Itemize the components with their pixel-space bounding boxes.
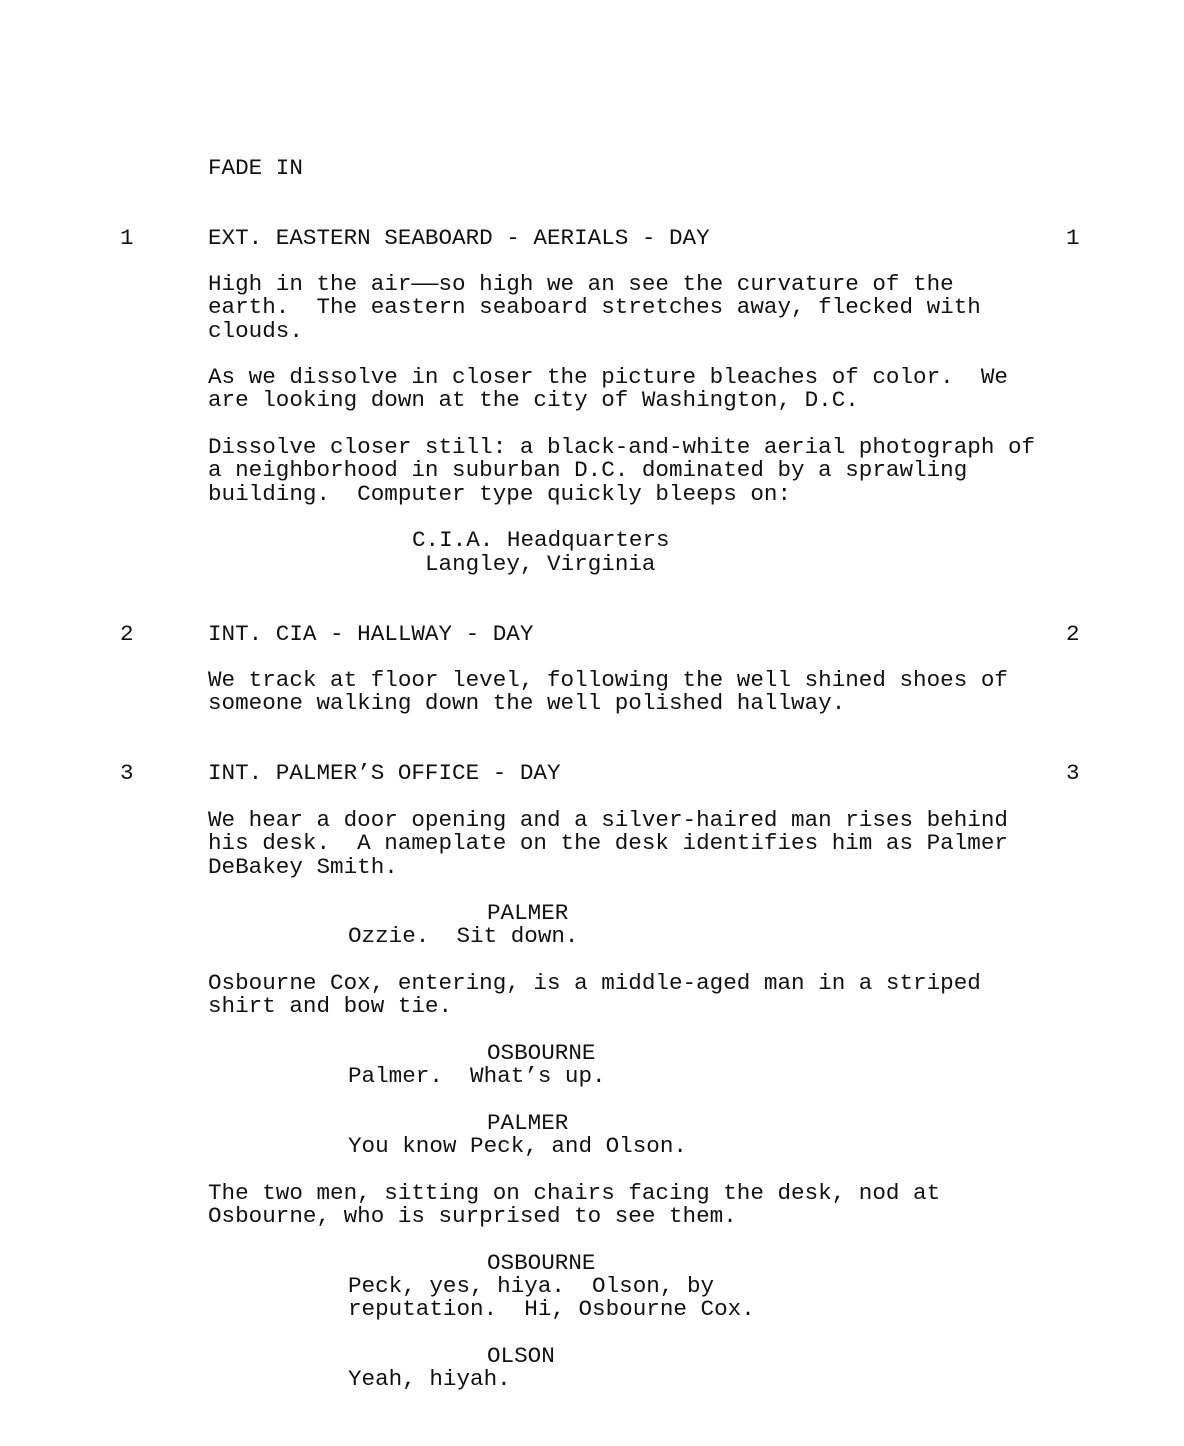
action-line: building. Computer type quickly bleeps on:: [208, 480, 792, 507]
dialogue-block: [348, 1065, 606, 1088]
scene-number-right: 1: [1066, 225, 1080, 251]
dialogue-line: Yeah, hiyah.: [348, 1366, 511, 1392]
action-line: clouds.: [208, 317, 303, 344]
dialogue-block: [348, 925, 579, 948]
action-line: a neighborhood in suburban D.C. dominated by a sprawling: [208, 457, 968, 484]
dialogue-block: [348, 1275, 755, 1322]
action-paragraph: [208, 366, 1008, 413]
dialogue-line: You know Peck, and Olson.: [348, 1133, 687, 1159]
action-line: earth. The eastern seaboard stretches away, flecked with: [208, 294, 981, 321]
action-paragraph: [208, 809, 1008, 879]
scene-number-left: 2: [120, 621, 134, 647]
action-line: DeBakey Smith.: [208, 853, 398, 880]
scene-number-right: 3: [1066, 760, 1080, 786]
scene-heading: EXT. EASTERN SEABOARD - AERIALS - DAY: [208, 225, 710, 251]
dialogue-line: Ozzie. Sit down.: [348, 923, 579, 949]
action-paragraph: [208, 972, 981, 1019]
action-line: someone walking down the well polished hallway.: [208, 690, 846, 717]
scene-number-right: 2: [1066, 621, 1080, 647]
scene-number-left: 1: [120, 225, 134, 251]
action-paragraph: [208, 1182, 940, 1229]
action-line: Osbourne Cox, entering, is a middle-aged man in a striped: [208, 970, 981, 996]
character-name: PALMER: [487, 900, 569, 926]
action-line: The two men, sitting on chairs facing the desk, nod at: [208, 1180, 941, 1206]
action-line: Osbourne, who is surprised to see them.: [208, 1203, 737, 1230]
action-line: We track at floor level, following the well shined shoes of: [208, 667, 1008, 693]
action-line: shirt and bow tie.: [208, 993, 453, 1020]
character-name: PALMER: [487, 1110, 569, 1136]
scene-heading: INT. CIA - HALLWAY - DAY: [208, 621, 534, 647]
dialogue-line: Palmer. What’s up.: [348, 1063, 606, 1089]
dialogue-line: Peck, yes, hiya. Olson, by: [348, 1273, 715, 1299]
action-line: We hear a door opening and a silver-haired man rises behind: [208, 807, 1008, 833]
dialogue-line: reputation. Hi, Osbourne Cox.: [348, 1296, 755, 1323]
scene-heading: INT. PALMER’S OFFICE - DAY: [208, 760, 561, 786]
character-name: OLSON: [487, 1343, 555, 1369]
dialogue-block: [348, 1368, 511, 1391]
scene-number-left: 3: [120, 760, 134, 786]
character-name: OSBOURNE: [487, 1040, 596, 1066]
super-title-line: Langley, Virginia: [425, 551, 656, 577]
dialogue-block: [348, 1135, 687, 1158]
character-name: OSBOURNE: [487, 1250, 596, 1276]
action-paragraph: [208, 273, 981, 343]
action-line: his desk. A nameplate on the desk identifies him as Palmer: [208, 830, 1008, 857]
action-line: are looking down at the city of Washington, D.C.: [208, 387, 859, 414]
action-line: Dissolve closer still: a black-and-white aerial photograph of: [208, 434, 1036, 460]
action-line: As we dissolve in closer the picture bleaches of color. We: [208, 364, 1008, 390]
action-paragraph: [208, 669, 1008, 716]
action-line: High in the air——so high we an see the curvature of the: [208, 271, 954, 297]
transition: FADE IN: [208, 155, 303, 181]
action-paragraph: [208, 436, 1035, 506]
super-title-line: C.I.A. Headquarters: [412, 527, 670, 553]
